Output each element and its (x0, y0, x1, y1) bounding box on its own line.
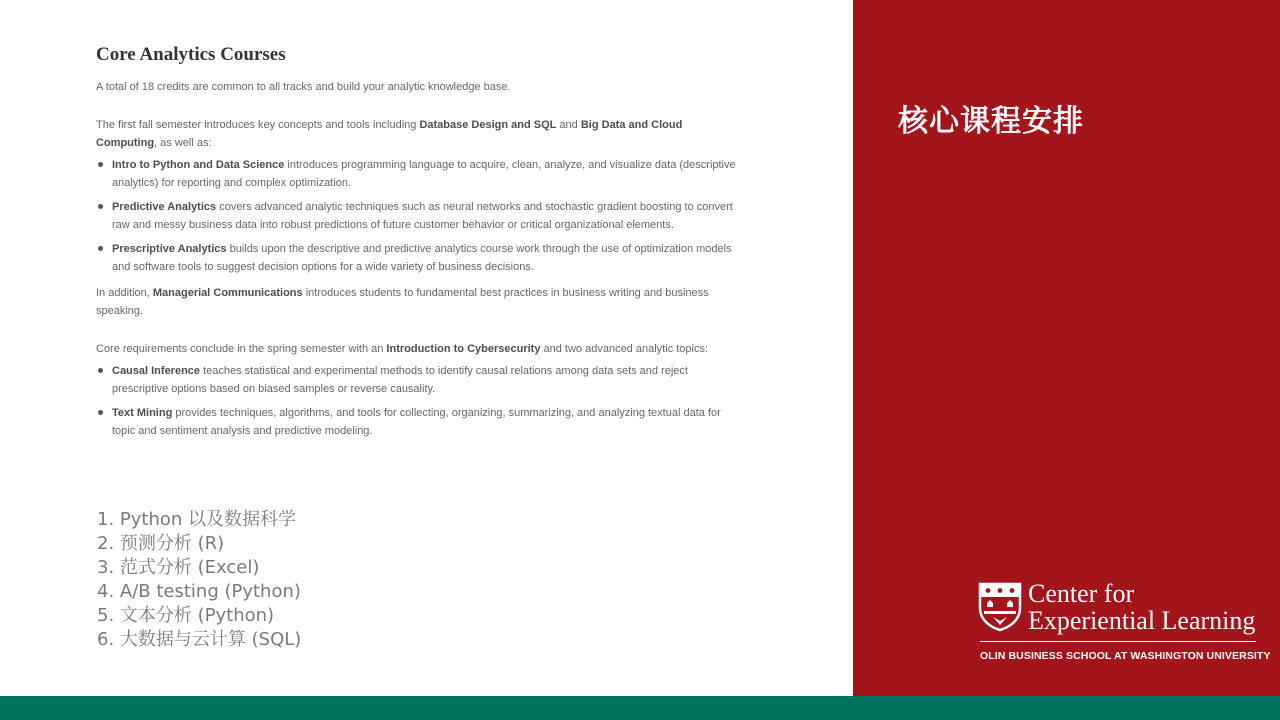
section-heading: 核心课程安排 (898, 104, 1084, 139)
list-item: Intro to Python and Data Science introduces programming language to acquire, clean, analyze, and visualize data (descriptive analytics) for reporting and complex optimization. (96, 156, 741, 192)
spring-course-list (96, 362, 741, 440)
list-item: 6. 大数据与云计算 (SQL) (97, 629, 302, 650)
course-description (96, 42, 741, 448)
course-database-design: Database Design and SQL (419, 119, 557, 131)
footer-bar (0, 696, 1280, 720)
bullet-icon (98, 204, 103, 209)
bullet-icon (98, 246, 103, 251)
list-item: Causal Inference teaches statistical and experimental methods to identify causal relations among data sets and reject prescriptive options based on biased samples or reverse causality. (96, 362, 741, 398)
fall-course-list (96, 156, 741, 276)
list-item: Predictive Analytics covers advanced analytic techniques such as neural networks and stochastic gradient boosting to convert raw and messy business data into robust predictions of future customer behavior or critical organizational elements. (96, 198, 741, 234)
page-title: Core Analytics Courses (96, 44, 286, 65)
bullet-icon (98, 162, 103, 167)
bullet-icon (98, 410, 103, 415)
course-cybersecurity: Introduction to Cybersecurity (386, 343, 541, 355)
list-item: Text Mining provides techniques, algorithms, and tools for collecting, organizing, summarizing, and analyzing textual data for topic and sentiment analysis and predictive modeling. (96, 404, 741, 440)
managerial-paragraph: In addition, Managerial Communications introduces students to fundamental best practices in business writing and business speaking. (96, 287, 709, 317)
logo-wordmark: Center for Experiential Learning (1028, 579, 1256, 635)
intro-paragraph: A total of 18 credits are common to all tracks and build your analytic knowledge base. (96, 81, 511, 93)
course-big-data: Big Data and Cloud Computing (96, 119, 683, 149)
list-item: 5. 文本分析 (Python) (97, 605, 275, 626)
course-managerial-communications: Managerial Communications (152, 287, 303, 299)
list-item: 2. 预测分析 (R) (97, 533, 225, 554)
list-item: 4. A/B testing (Python) (97, 581, 301, 602)
logo (978, 579, 1271, 670)
spring-paragraph: Core requirements conclude in the spring semester with an Introduction to Cybersecurity and two advanced analytic topics: (96, 343, 708, 355)
list-item: Prescriptive Analytics builds upon the descriptive and predictive analytics course work through the use of optimization models and software tools to suggest decision options for a wide variety of business decisions. (96, 240, 741, 276)
chinese-course-list (97, 508, 301, 652)
list-item: 3. 范式分析 (Excel) (97, 557, 260, 578)
bullet-icon (98, 368, 103, 373)
fall-paragraph: The first fall semester introduces key concepts and tools including Database Design and SQL and Big Data and Cloud Computing, as well as: (96, 119, 683, 149)
shield-icon (978, 582, 1022, 632)
list-item: 1. Python 以及数据科学 (97, 509, 297, 530)
logo-divider (980, 641, 1256, 642)
logo-subtitle: OLIN BUSINESS SCHOOL AT WASHINGTON UNIVERSITY (980, 650, 1271, 662)
